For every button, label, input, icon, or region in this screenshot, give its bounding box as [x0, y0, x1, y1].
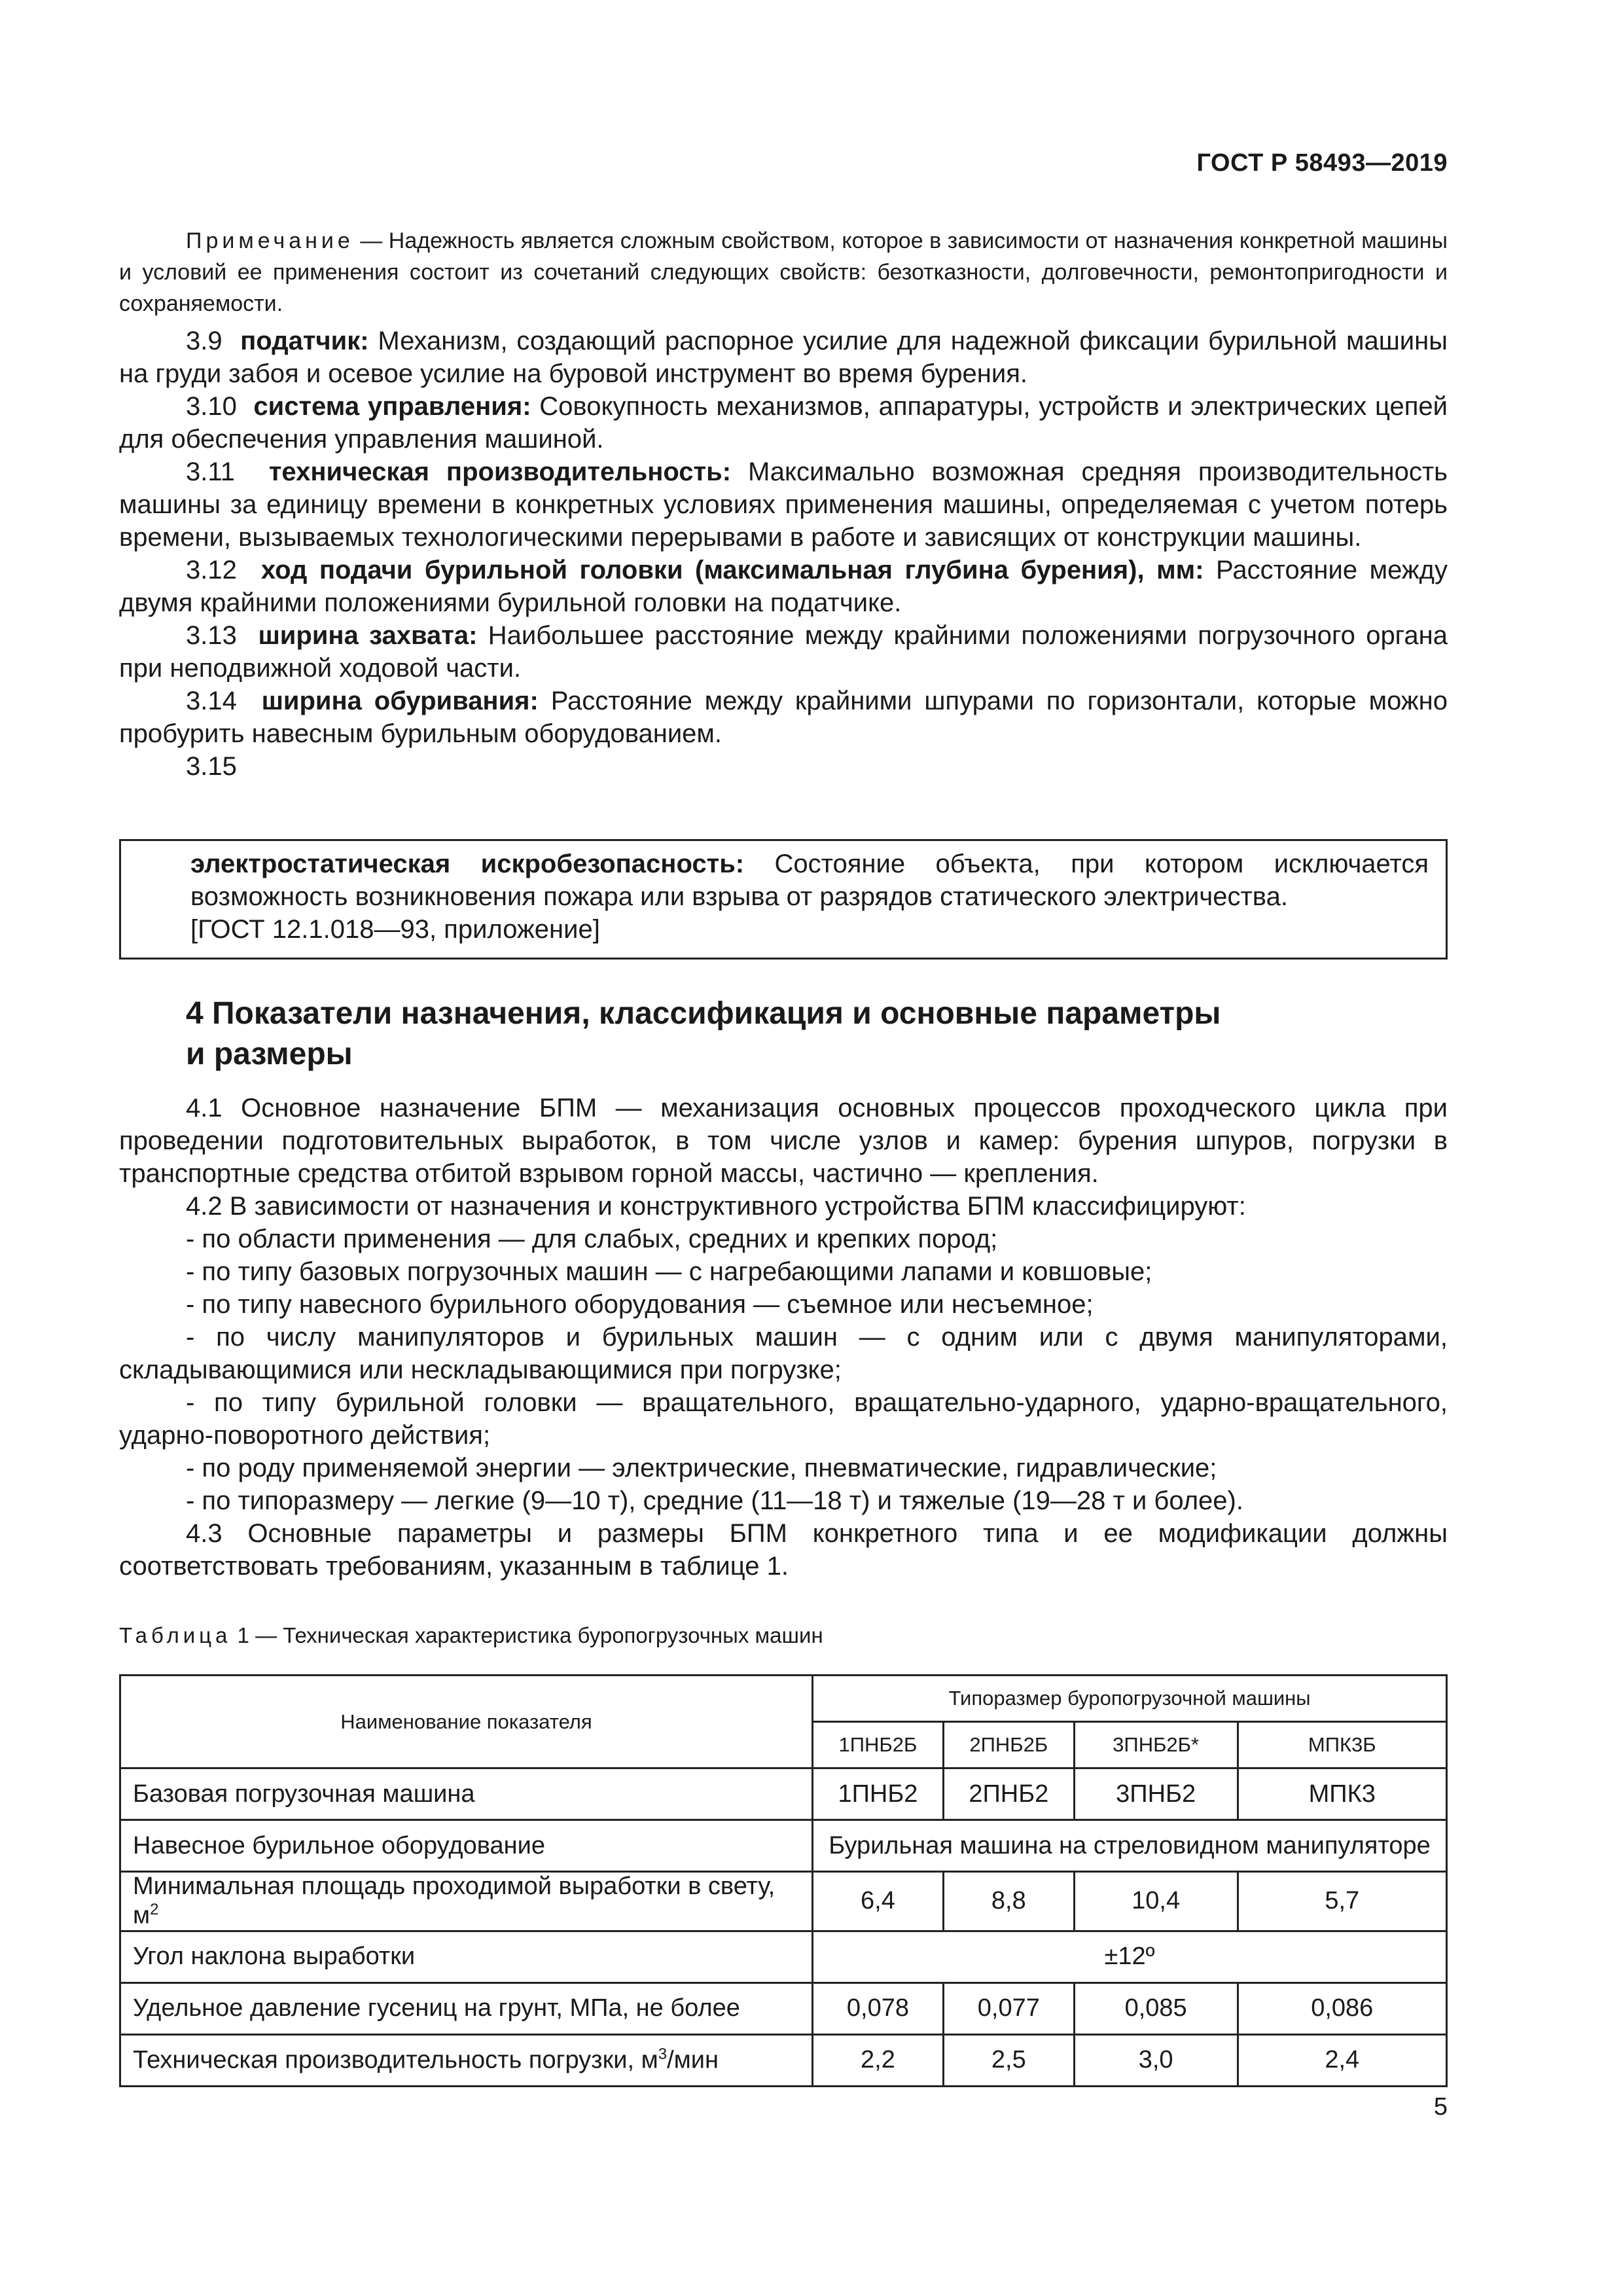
- table-cell: 3,0: [1074, 2034, 1238, 2086]
- paragraph-4-2: 4.2 В зависимости от назначения и конструктивного устройства БПМ классифицируют:: [186, 1192, 1246, 1221]
- boxed-term-3-15: [119, 839, 1448, 960]
- row-label: Удельное давление гусениц на грунт, МПа, не более: [120, 1982, 813, 2034]
- technical-characteristics-table: [119, 1674, 1448, 2087]
- boxed-term-definition: электростатическая искробезопасность: Состояние объекта, при котором исключается возможность возникновения пожара или взрыва от разрядов статического электричества.: [190, 850, 1429, 911]
- paragraph-4-3: 4.3 Основные параметры и размеры БПМ конкретного типа и ее модификации должны соответствовать требованиям, указанным в таблице 1.: [119, 1519, 1448, 1581]
- column-header-parameter: Наименование показателя: [120, 1676, 813, 1768]
- section-4-body: [119, 1092, 1448, 1583]
- column-header-group: Типоразмер буропогрузочной машины: [813, 1676, 1447, 1722]
- table-cell: 2,4: [1238, 2034, 1447, 2086]
- table-cell: 5,7: [1238, 1872, 1447, 1931]
- table-row: [120, 1872, 1447, 1931]
- table-cell: 10,4: [1074, 1872, 1238, 1931]
- list-item: - по области применения — для слабых, средних и крепких пород;: [186, 1225, 998, 1253]
- term-3-15-number: 3.15: [186, 752, 237, 781]
- table-cell: ±12º: [813, 1931, 1447, 1982]
- paragraph-4-1: 4.1 Основное назначение БПМ — механизация основных процессов проходческого цикла при проведении подготовительных выработок, в том числе узлов и камер: бурения шпуров, погрузки в транспортные средства отбитой взрывом горной массы, частично — крепления.: [119, 1094, 1448, 1188]
- term-3-9: 3.9 податчик: Механизм, создающий распорное усилие для надежной фиксации бурильной машины на груди забоя и осевое усилие на буровой инструмент во время бурения.: [119, 327, 1448, 388]
- table-row: [120, 1820, 1447, 1872]
- column-header-model: 1ПНБ2Б: [813, 1722, 944, 1768]
- list-item: - по типу бурильной головки — вращательного, вращательно-ударного, ударно-вращательного, ударно-поворотного действия;: [119, 1388, 1448, 1450]
- list-item: - по типоразмеру — легкие (9—10 т), средние (11—18 т) и тяжелые (19—28 т и более).: [186, 1486, 1243, 1515]
- table-row: [120, 1982, 1447, 2034]
- column-header-model: МПК3Б: [1238, 1722, 1447, 1768]
- table-cell: 2ПНБ2: [943, 1768, 1074, 1820]
- table-cell: 6,4: [813, 1872, 944, 1931]
- document-code: ГОСТ Р 58493—2019: [1196, 149, 1448, 177]
- list-item: - по числу манипуляторов и бурильных машин — с одним или с двумя манипуляторами, складывающимися или нескладывающимися при погрузке;: [119, 1323, 1448, 1384]
- list-item: - по типу навесного бурильного оборудования — съемное или несъемное;: [186, 1290, 1094, 1319]
- column-header-model: 3ПНБ2Б*: [1074, 1722, 1238, 1768]
- row-label: Техническая производительность погрузки, $м^3$/мин: [120, 2034, 813, 2086]
- term-3-11: 3.11 техническая производительность: Максимально возможная средняя производительность машины за единицу времени в конкретных условиях применения машины, определяемая с учетом потерь времени, вызываемых технологическими перерывами в работе и зависящих от конструкции машины.: [119, 457, 1448, 552]
- row-label: Минимальная площадь проходимой выработки в свету, $м^2$: [120, 1872, 813, 1931]
- page-number: 5: [1433, 2093, 1448, 2121]
- table-cell: 1ПНБ2: [813, 1768, 944, 1820]
- term-3-14: 3.14 ширина обуривания: Расстояние между крайними шпурами по горизонтали, которые можно пробурить навесным бурильным оборудованием.: [119, 687, 1448, 748]
- table-cell: 0,086: [1238, 1982, 1447, 2034]
- table-cell: 3ПНБ2: [1074, 1768, 1238, 1820]
- column-header-model: 2ПНБ2Б: [943, 1722, 1074, 1768]
- table-cell: МПК3: [1238, 1768, 1447, 1820]
- table-cell: 8,8: [943, 1872, 1074, 1931]
- list-item: - по роду применяемой энергии — электрические, пневматические, гидравлические;: [186, 1454, 1217, 1482]
- table-row: [120, 2034, 1447, 2086]
- table-cell: 0,077: [943, 1982, 1074, 2034]
- term-3-10: 3.10 система управления: Совокупность механизмов, аппаратуры, устройств и электрических цепей для обеспечения управления машиной.: [119, 392, 1448, 454]
- table-caption: Таблица 1 — Техническая характеристика буропогрузочных машин: [119, 1623, 823, 1647]
- table-cell: Бурильная машина на стреловидном манипуляторе: [813, 1820, 1447, 1872]
- boxed-term-source: [ГОСТ 12.1.018—93, приложение]: [190, 915, 600, 944]
- term-3-12: 3.12 ход подачи бурильной головки (максимальная глубина бурения), мм: Расстояние между двумя крайними положениями бурильной головки на податчике.: [119, 556, 1448, 617]
- table-row: [120, 1931, 1447, 1982]
- note-paragraph: [119, 225, 1448, 319]
- list-item: - по типу базовых погрузочных машин — с нагребающими лапами и ковшовые;: [186, 1257, 1152, 1286]
- table-cell: 2,5: [943, 2034, 1074, 2086]
- table-cell: 0,078: [813, 1982, 944, 2034]
- table-cell: 2,2: [813, 2034, 944, 2086]
- row-label: Базовая погрузочная машина: [120, 1768, 813, 1820]
- row-label: Угол наклона выработки: [120, 1931, 813, 1982]
- table-header-row: [120, 1676, 1447, 1722]
- note-text: — Надежность является сложным свойством, которое в зависимости от назначения конкретной машины и условий ее применения состоит из сочетаний следующих свойств: безотказности, долговечности, ремонтопригодности и сохраняемости.: [119, 228, 1448, 316]
- table-cell: 0,085: [1074, 1982, 1238, 2034]
- row-label: Навесное бурильное оборудование: [120, 1820, 813, 1872]
- term-3-13: 3.13 ширина захвата: Наибольшее расстояние между крайними положениями погрузочного органа при неподвижной ходовой части.: [119, 621, 1448, 683]
- terms-block: [119, 325, 1448, 783]
- note-label: Примечание: [186, 228, 354, 253]
- table-row: [120, 1768, 1447, 1820]
- section-4-heading: 4 Показатели назначения, классификация и основные параметры и размеры: [186, 996, 1221, 1071]
